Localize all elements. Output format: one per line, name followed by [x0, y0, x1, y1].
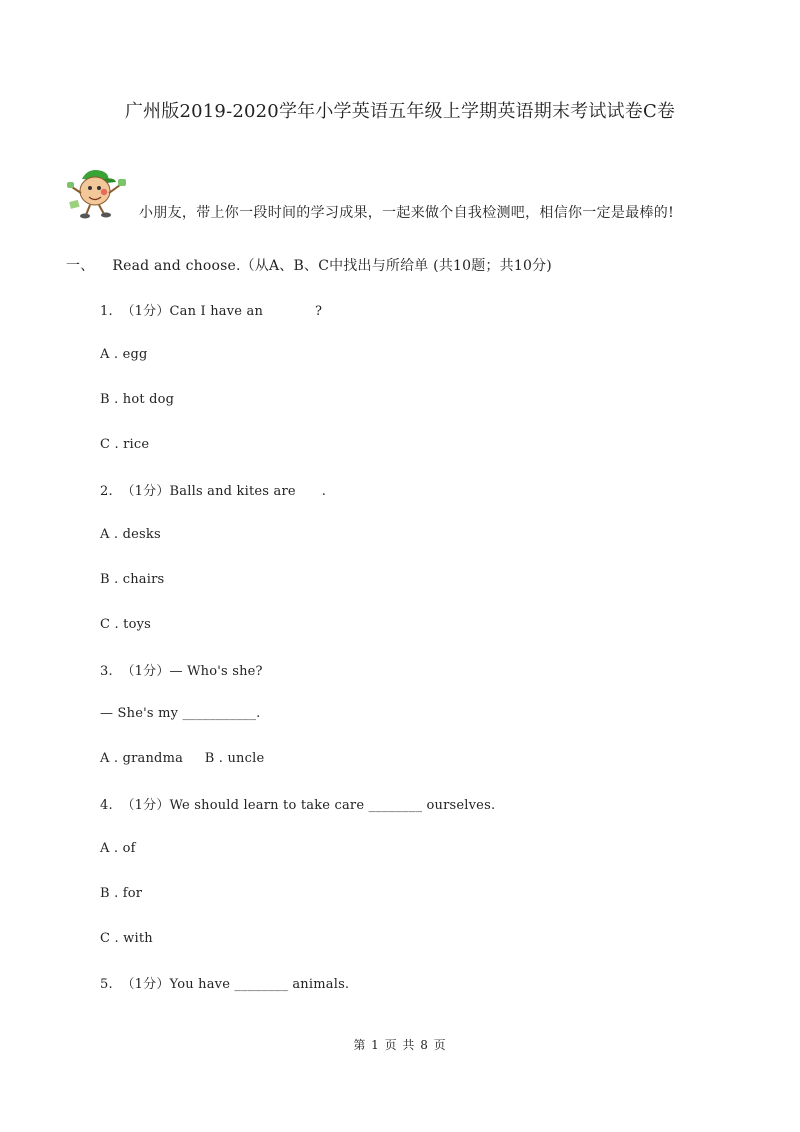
section-heading-text: Read and choose.（从A、B、C中找出与所给单 (共10题；共10分) [112, 258, 552, 274]
page-footer: 第 1 页 共 8 页 [353, 1038, 447, 1052]
question-4-option-c[interactable]: C . with [100, 931, 153, 946]
question-4-stem: 4. （1分）We should learn to take care ________ ourselves. [100, 798, 496, 813]
question-3-stem: 3. （1分）— Who's she? [100, 664, 263, 679]
question-4-option-b[interactable]: B . for [100, 886, 143, 901]
question-4-option-a[interactable]: A . of [100, 841, 136, 856]
intro-text: 小朋友，带上你一段时间的学习成果，一起来做个自我检测吧，相信你一定是最棒的! [139, 205, 675, 221]
question-3-stem-answer-line: — She's my ___________. [100, 706, 261, 721]
question-1-option-c[interactable]: C . rice [100, 437, 150, 452]
question-1-option-b[interactable]: B . hot dog [100, 392, 175, 407]
question-1-stem: 1. （1分）Can I have an ? [100, 304, 323, 319]
question-2-option-a[interactable]: A . desks [100, 527, 161, 542]
question-1-option-a[interactable]: A . egg [100, 347, 148, 362]
question-2-stem: 2. （1分）Balls and kites are . [100, 484, 327, 499]
question-2-option-c[interactable]: C . toys [100, 617, 152, 632]
question-3-options[interactable]: A . grandma B . uncle [100, 751, 265, 766]
section-heading [66, 255, 552, 275]
question-2-option-b[interactable]: B . chairs [100, 572, 165, 587]
question-5-stem: 5. （1分）You have ________ animals. [100, 977, 350, 992]
section-number: 一、 [66, 258, 95, 274]
page-title: 广州版2019-2020学年小学英语五年级上学期英语期末考试试卷C卷 [124, 101, 676, 122]
mascot-icon [66, 165, 130, 221]
